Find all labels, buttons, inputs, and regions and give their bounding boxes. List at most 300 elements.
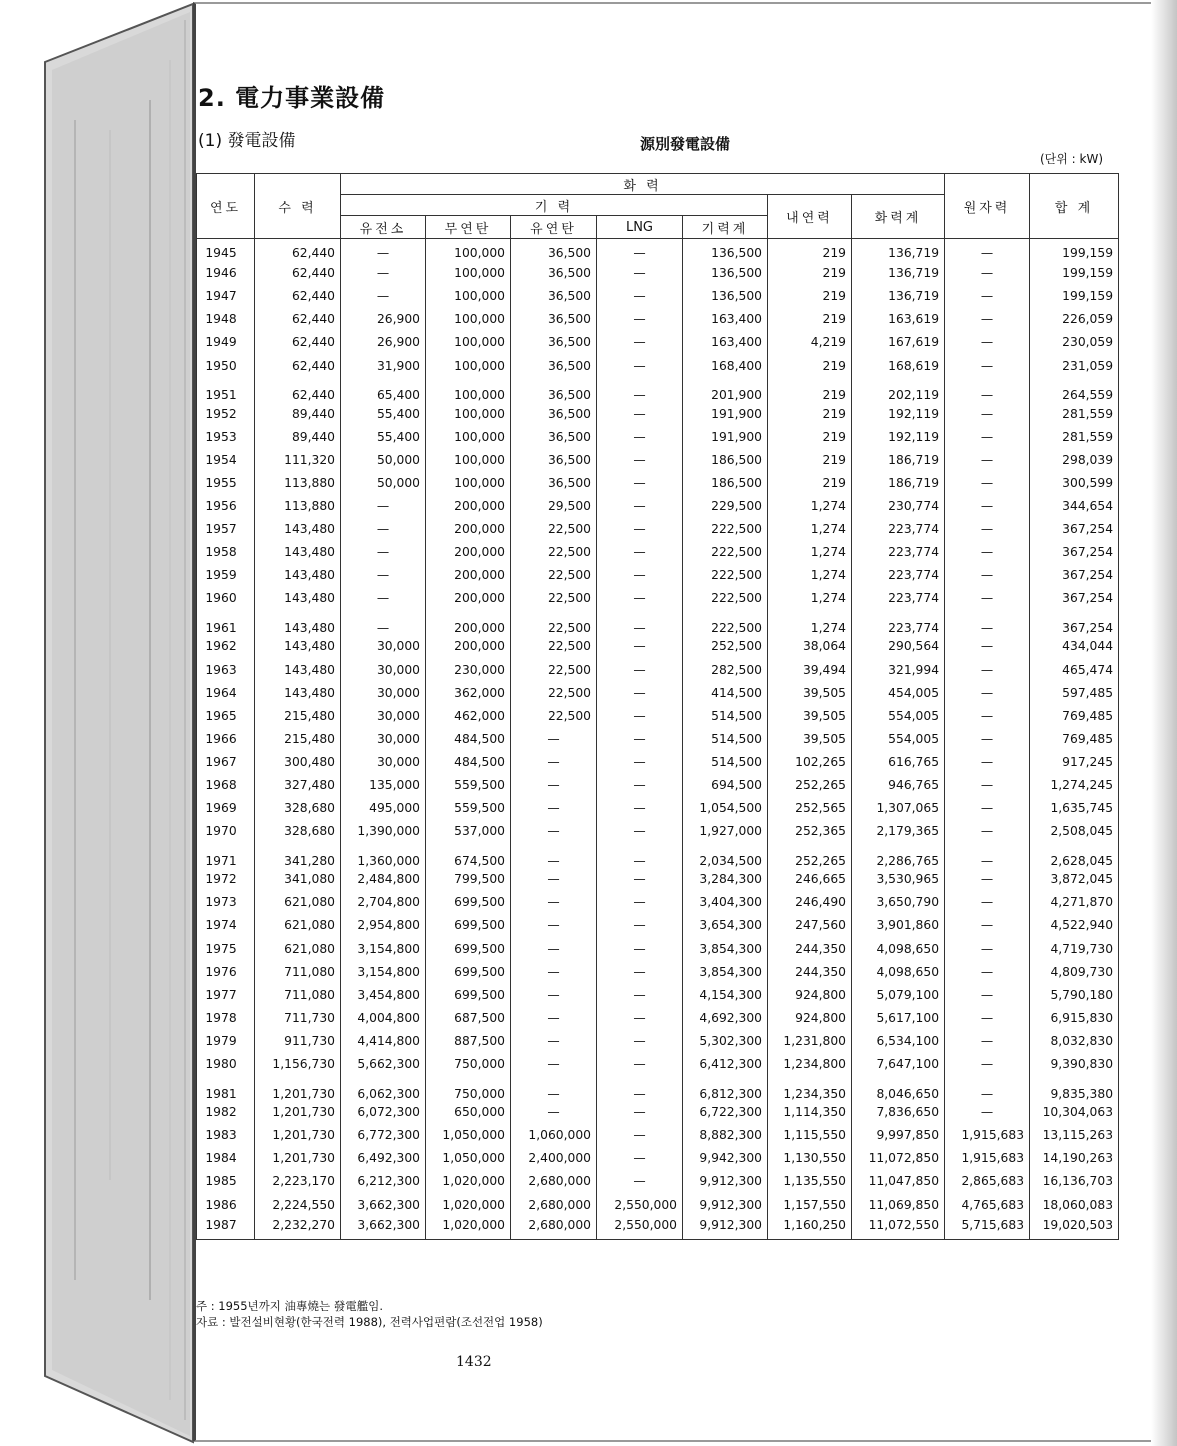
- value-cell: —: [597, 331, 683, 354]
- value-cell: 298,039: [1030, 448, 1119, 471]
- year-cell: 1960: [197, 587, 255, 610]
- table-row: [197, 1193, 1119, 1216]
- table-row: [197, 704, 1119, 727]
- value-cell: 143,480: [255, 541, 341, 564]
- year-cell: 1974: [197, 914, 255, 937]
- value-cell: 100,000: [426, 308, 511, 331]
- value-cell: 6,915,830: [1030, 1006, 1119, 1029]
- value-cell: 414,500: [683, 681, 768, 704]
- value-cell: 554,005: [852, 704, 945, 727]
- value-cell: 484,500: [426, 750, 511, 773]
- value-cell: —: [511, 914, 597, 937]
- table-header: [197, 174, 1119, 239]
- value-cell: 2,680,000: [511, 1170, 597, 1193]
- value-cell: 8,032,830: [1030, 1029, 1119, 1052]
- value-cell: 167,619: [852, 331, 945, 354]
- page-right-shadow: [1151, 0, 1177, 1446]
- value-cell: 62,440: [255, 377, 341, 402]
- value-cell: 290,564: [852, 635, 945, 658]
- value-cell: 39,494: [768, 658, 852, 681]
- value-cell: 62,440: [255, 285, 341, 308]
- value-cell: —: [597, 610, 683, 635]
- value-cell: 1,050,000: [426, 1147, 511, 1170]
- value-cell: 100,000: [426, 354, 511, 377]
- value-cell: 113,880: [255, 471, 341, 494]
- value-cell: 911,730: [255, 1029, 341, 1052]
- value-cell: 219: [768, 285, 852, 308]
- value-cell: 1,274: [768, 564, 852, 587]
- year-cell: 1945: [197, 239, 255, 262]
- table-row: [197, 750, 1119, 773]
- table-body: [197, 239, 1119, 1240]
- value-cell: —: [597, 704, 683, 727]
- value-cell: 223,774: [852, 541, 945, 564]
- value-cell: 300,480: [255, 750, 341, 773]
- value-cell: —: [597, 843, 683, 868]
- value-cell: —: [945, 983, 1030, 1006]
- value-cell: —: [597, 354, 683, 377]
- value-cell: 136,719: [852, 285, 945, 308]
- table-row: [197, 937, 1119, 960]
- value-cell: 186,719: [852, 448, 945, 471]
- value-cell: 5,079,100: [852, 983, 945, 1006]
- value-cell: 514,500: [683, 727, 768, 750]
- value-cell: 22,500: [511, 587, 597, 610]
- section-title: 2. 電力事業設備: [198, 84, 386, 112]
- value-cell: 946,765: [852, 773, 945, 796]
- value-cell: 230,059: [1030, 331, 1119, 354]
- value-cell: 2,034,500: [683, 843, 768, 868]
- value-cell: —: [597, 239, 683, 262]
- table-row: [197, 448, 1119, 471]
- value-cell: 192,119: [852, 425, 945, 448]
- value-cell: —: [597, 1170, 683, 1193]
- value-cell: 1,390,000: [341, 820, 426, 843]
- value-cell: 4,098,650: [852, 960, 945, 983]
- value-cell: 30,000: [341, 635, 426, 658]
- value-cell: 143,480: [255, 658, 341, 681]
- value-cell: 699,500: [426, 914, 511, 937]
- value-cell: 367,254: [1030, 610, 1119, 635]
- value-cell: 1,156,730: [255, 1053, 341, 1076]
- value-cell: 200,000: [426, 518, 511, 541]
- value-cell: 1,635,745: [1030, 797, 1119, 820]
- value-cell: 362,000: [426, 681, 511, 704]
- value-cell: 22,500: [511, 635, 597, 658]
- value-cell: 200,000: [426, 587, 511, 610]
- value-cell: 200,000: [426, 541, 511, 564]
- value-cell: 1,274: [768, 587, 852, 610]
- value-cell: 215,480: [255, 727, 341, 750]
- value-cell: —: [945, 331, 1030, 354]
- value-cell: 462,000: [426, 704, 511, 727]
- value-cell: 5,662,300: [341, 1053, 426, 1076]
- value-cell: —: [945, 704, 1030, 727]
- value-cell: —: [945, 402, 1030, 425]
- year-cell: 1967: [197, 750, 255, 773]
- value-cell: 8,882,300: [683, 1124, 768, 1147]
- value-cell: 231,059: [1030, 354, 1119, 377]
- value-cell: 22,500: [511, 681, 597, 704]
- value-cell: 223,774: [852, 518, 945, 541]
- value-cell: 102,265: [768, 750, 852, 773]
- value-cell: 219: [768, 425, 852, 448]
- value-cell: —: [511, 1029, 597, 1052]
- value-cell: 699,500: [426, 960, 511, 983]
- value-cell: 711,080: [255, 983, 341, 1006]
- table-row: [197, 541, 1119, 564]
- value-cell: 3,854,300: [683, 960, 768, 983]
- value-cell: 2,400,000: [511, 1147, 597, 1170]
- value-cell: 514,500: [683, 704, 768, 727]
- value-cell: —: [597, 868, 683, 891]
- value-cell: —: [945, 960, 1030, 983]
- value-cell: 6,062,300: [341, 1076, 426, 1101]
- year-cell: 1966: [197, 727, 255, 750]
- value-cell: 750,000: [426, 1053, 511, 1076]
- subsection-title: (1) 發電設備: [198, 131, 296, 151]
- value-cell: 36,500: [511, 331, 597, 354]
- value-cell: 30,000: [341, 750, 426, 773]
- value-cell: 1,201,730: [255, 1101, 341, 1124]
- value-cell: —: [945, 727, 1030, 750]
- table-row: [197, 471, 1119, 494]
- header-total: 합 계: [1030, 174, 1119, 239]
- value-cell: 13,115,263: [1030, 1124, 1119, 1147]
- value-cell: —: [945, 1053, 1030, 1076]
- value-cell: —: [945, 773, 1030, 796]
- value-cell: 3,872,045: [1030, 868, 1119, 891]
- value-cell: 1,274: [768, 610, 852, 635]
- value-cell: 694,500: [683, 773, 768, 796]
- value-cell: 924,800: [768, 983, 852, 1006]
- value-cell: 100,000: [426, 285, 511, 308]
- value-cell: 200,000: [426, 564, 511, 587]
- value-cell: 3,854,300: [683, 937, 768, 960]
- header-thermal: 화 력: [341, 174, 945, 195]
- value-cell: 226,059: [1030, 308, 1119, 331]
- value-cell: 30,000: [341, 681, 426, 704]
- value-cell: 192,119: [852, 402, 945, 425]
- value-cell: 1,274: [768, 518, 852, 541]
- table-row: [197, 681, 1119, 704]
- value-cell: 7,647,100: [852, 1053, 945, 1076]
- value-cell: —: [945, 1076, 1030, 1101]
- value-cell: 3,454,800: [341, 983, 426, 1006]
- value-cell: 136,500: [683, 239, 768, 262]
- value-cell: 244,350: [768, 937, 852, 960]
- value-cell: 4,765,683: [945, 1193, 1030, 1216]
- table-row: [197, 587, 1119, 610]
- value-cell: 6,212,300: [341, 1170, 426, 1193]
- value-cell: 1,274: [768, 541, 852, 564]
- value-cell: 2,484,800: [341, 868, 426, 891]
- value-cell: —: [945, 658, 1030, 681]
- value-cell: 223,774: [852, 587, 945, 610]
- value-cell: 799,500: [426, 868, 511, 891]
- value-cell: —: [945, 262, 1030, 285]
- table-row: [197, 658, 1119, 681]
- value-cell: 223,774: [852, 564, 945, 587]
- value-cell: 321,994: [852, 658, 945, 681]
- header-internal-combustion: 내연력: [768, 195, 852, 239]
- value-cell: 100,000: [426, 448, 511, 471]
- year-cell: 1957: [197, 518, 255, 541]
- value-cell: 687,500: [426, 1006, 511, 1029]
- value-cell: —: [945, 587, 1030, 610]
- value-cell: —: [597, 681, 683, 704]
- value-cell: 621,080: [255, 891, 341, 914]
- year-cell: 1981: [197, 1076, 255, 1101]
- value-cell: 4,719,730: [1030, 937, 1119, 960]
- value-cell: 3,530,965: [852, 868, 945, 891]
- value-cell: 495,000: [341, 797, 426, 820]
- table-row: [197, 727, 1119, 750]
- value-cell: 215,480: [255, 704, 341, 727]
- value-cell: 367,254: [1030, 564, 1119, 587]
- value-cell: 39,505: [768, 704, 852, 727]
- value-cell: —: [945, 635, 1030, 658]
- value-cell: 454,005: [852, 681, 945, 704]
- value-cell: 55,400: [341, 425, 426, 448]
- value-cell: 31,900: [341, 354, 426, 377]
- value-cell: 6,412,300: [683, 1053, 768, 1076]
- value-cell: 229,500: [683, 494, 768, 517]
- value-cell: 100,000: [426, 331, 511, 354]
- value-cell: —: [945, 681, 1030, 704]
- value-cell: 36,500: [511, 448, 597, 471]
- value-cell: 9,912,300: [683, 1170, 768, 1193]
- value-cell: 537,000: [426, 820, 511, 843]
- value-cell: —: [511, 937, 597, 960]
- value-cell: —: [597, 658, 683, 681]
- year-cell: 1953: [197, 425, 255, 448]
- value-cell: 36,500: [511, 377, 597, 402]
- value-cell: 1,130,550: [768, 1147, 852, 1170]
- value-cell: —: [945, 518, 1030, 541]
- value-cell: 199,159: [1030, 239, 1119, 262]
- value-cell: 9,942,300: [683, 1147, 768, 1170]
- header-steam-total: 기력계: [683, 216, 768, 239]
- value-cell: 1,360,000: [341, 843, 426, 868]
- table-row: [197, 610, 1119, 635]
- value-cell: 36,500: [511, 402, 597, 425]
- value-cell: 3,404,300: [683, 891, 768, 914]
- value-cell: 1,234,350: [768, 1076, 852, 1101]
- value-cell: —: [597, 377, 683, 402]
- value-cell: 4,271,870: [1030, 891, 1119, 914]
- value-cell: 36,500: [511, 471, 597, 494]
- table-row: [197, 983, 1119, 1006]
- value-cell: 9,997,850: [852, 1124, 945, 1147]
- value-cell: 26,900: [341, 308, 426, 331]
- value-cell: 191,900: [683, 402, 768, 425]
- value-cell: 2,680,000: [511, 1216, 597, 1239]
- value-cell: —: [597, 1076, 683, 1101]
- value-cell: 4,522,940: [1030, 914, 1119, 937]
- year-cell: 1980: [197, 1053, 255, 1076]
- value-cell: 143,480: [255, 635, 341, 658]
- table-row: [197, 773, 1119, 796]
- value-cell: 252,365: [768, 820, 852, 843]
- value-cell: 3,662,300: [341, 1216, 426, 1239]
- value-cell: 22,500: [511, 610, 597, 635]
- value-cell: —: [945, 448, 1030, 471]
- value-cell: —: [597, 1147, 683, 1170]
- value-cell: 100,000: [426, 239, 511, 262]
- value-cell: 434,044: [1030, 635, 1119, 658]
- value-cell: —: [945, 891, 1030, 914]
- table-row: [197, 797, 1119, 820]
- value-cell: —: [341, 494, 426, 517]
- value-cell: 163,400: [683, 331, 768, 354]
- value-cell: 143,480: [255, 610, 341, 635]
- value-cell: 5,617,100: [852, 1006, 945, 1029]
- value-cell: 887,500: [426, 1029, 511, 1052]
- year-cell: 1955: [197, 471, 255, 494]
- year-cell: 1971: [197, 843, 255, 868]
- value-cell: —: [945, 564, 1030, 587]
- value-cell: 100,000: [426, 262, 511, 285]
- table-row: [197, 564, 1119, 587]
- value-cell: 367,254: [1030, 541, 1119, 564]
- value-cell: 924,800: [768, 1006, 852, 1029]
- table-row: [197, 914, 1119, 937]
- table-row: [197, 285, 1119, 308]
- value-cell: 699,500: [426, 937, 511, 960]
- table-row: [197, 308, 1119, 331]
- value-cell: 1,020,000: [426, 1193, 511, 1216]
- value-cell: —: [945, 1101, 1030, 1124]
- value-cell: 1,231,800: [768, 1029, 852, 1052]
- value-cell: 62,440: [255, 239, 341, 262]
- value-cell: —: [341, 239, 426, 262]
- value-cell: 1,274,245: [1030, 773, 1119, 796]
- value-cell: 282,500: [683, 658, 768, 681]
- header-hydro: 수 력: [255, 174, 341, 239]
- value-cell: —: [597, 820, 683, 843]
- value-cell: 36,500: [511, 425, 597, 448]
- value-cell: 1,135,550: [768, 1170, 852, 1193]
- value-cell: 2,286,765: [852, 843, 945, 868]
- value-cell: 143,480: [255, 587, 341, 610]
- value-cell: —: [945, 843, 1030, 868]
- header-anthracite: 무연탄: [426, 216, 511, 239]
- table-title: 源別發電設備: [640, 135, 731, 153]
- value-cell: 143,480: [255, 518, 341, 541]
- value-cell: 163,400: [683, 308, 768, 331]
- value-cell: —: [511, 750, 597, 773]
- page-edge-illustration: [0, 0, 196, 1446]
- footnotes: [196, 1298, 543, 1330]
- value-cell: 5,302,300: [683, 1029, 768, 1052]
- value-cell: 5,715,683: [945, 1216, 1030, 1239]
- value-cell: 55,400: [341, 402, 426, 425]
- value-cell: 7,836,650: [852, 1101, 945, 1124]
- header-lng: LNG: [597, 216, 683, 239]
- value-cell: 750,000: [426, 1076, 511, 1101]
- value-cell: 1,157,550: [768, 1193, 852, 1216]
- year-cell: 1970: [197, 820, 255, 843]
- header-nuclear: 원자력: [945, 174, 1030, 239]
- value-cell: —: [511, 868, 597, 891]
- header-year: 연도: [197, 174, 255, 239]
- value-cell: —: [945, 1029, 1030, 1052]
- value-cell: 62,440: [255, 331, 341, 354]
- value-cell: 89,440: [255, 425, 341, 448]
- value-cell: —: [597, 750, 683, 773]
- table-row: [197, 868, 1119, 891]
- book-page-edges: [0, 0, 196, 1446]
- value-cell: 4,154,300: [683, 983, 768, 1006]
- value-cell: 1,050,000: [426, 1124, 511, 1147]
- value-cell: 62,440: [255, 308, 341, 331]
- value-cell: 2,550,000: [597, 1216, 683, 1239]
- footnote-note: 주 : 1955년까지 油專燒는 發電艦임.: [196, 1299, 384, 1313]
- value-cell: 4,098,650: [852, 937, 945, 960]
- value-cell: 2,232,270: [255, 1216, 341, 1239]
- value-cell: 281,559: [1030, 425, 1119, 448]
- table-row: [197, 1006, 1119, 1029]
- value-cell: —: [511, 983, 597, 1006]
- value-cell: —: [597, 285, 683, 308]
- value-cell: 328,680: [255, 797, 341, 820]
- value-cell: —: [597, 1101, 683, 1124]
- value-cell: 2,865,683: [945, 1170, 1030, 1193]
- year-cell: 1975: [197, 937, 255, 960]
- table-row: [197, 1170, 1119, 1193]
- year-cell: 1969: [197, 797, 255, 820]
- value-cell: 22,500: [511, 541, 597, 564]
- page-number: 1432: [456, 1354, 492, 1370]
- value-cell: 6,534,100: [852, 1029, 945, 1052]
- value-cell: 200,000: [426, 610, 511, 635]
- value-cell: 168,619: [852, 354, 945, 377]
- value-cell: 1,060,000: [511, 1124, 597, 1147]
- value-cell: 252,265: [768, 843, 852, 868]
- value-cell: 1,307,065: [852, 797, 945, 820]
- value-cell: 4,004,800: [341, 1006, 426, 1029]
- year-cell: 1958: [197, 541, 255, 564]
- value-cell: 50,000: [341, 471, 426, 494]
- value-cell: 1,201,730: [255, 1076, 341, 1101]
- value-cell: —: [597, 587, 683, 610]
- table-row: [197, 425, 1119, 448]
- value-cell: —: [597, 518, 683, 541]
- value-cell: 711,730: [255, 1006, 341, 1029]
- value-cell: 230,000: [426, 658, 511, 681]
- value-cell: —: [511, 1076, 597, 1101]
- value-cell: —: [597, 471, 683, 494]
- value-cell: 50,000: [341, 448, 426, 471]
- value-cell: 186,719: [852, 471, 945, 494]
- value-cell: 202,119: [852, 377, 945, 402]
- value-cell: 597,485: [1030, 681, 1119, 704]
- year-cell: 1983: [197, 1124, 255, 1147]
- value-cell: 30,000: [341, 704, 426, 727]
- year-cell: 1973: [197, 891, 255, 914]
- value-cell: 200,000: [426, 635, 511, 658]
- value-cell: —: [597, 494, 683, 517]
- table-row: [197, 1029, 1119, 1052]
- value-cell: 19,020,503: [1030, 1216, 1119, 1239]
- value-cell: 252,565: [768, 797, 852, 820]
- value-cell: 100,000: [426, 471, 511, 494]
- table-row: [197, 1147, 1119, 1170]
- value-cell: 223,774: [852, 610, 945, 635]
- value-cell: —: [597, 891, 683, 914]
- value-cell: —: [597, 1124, 683, 1147]
